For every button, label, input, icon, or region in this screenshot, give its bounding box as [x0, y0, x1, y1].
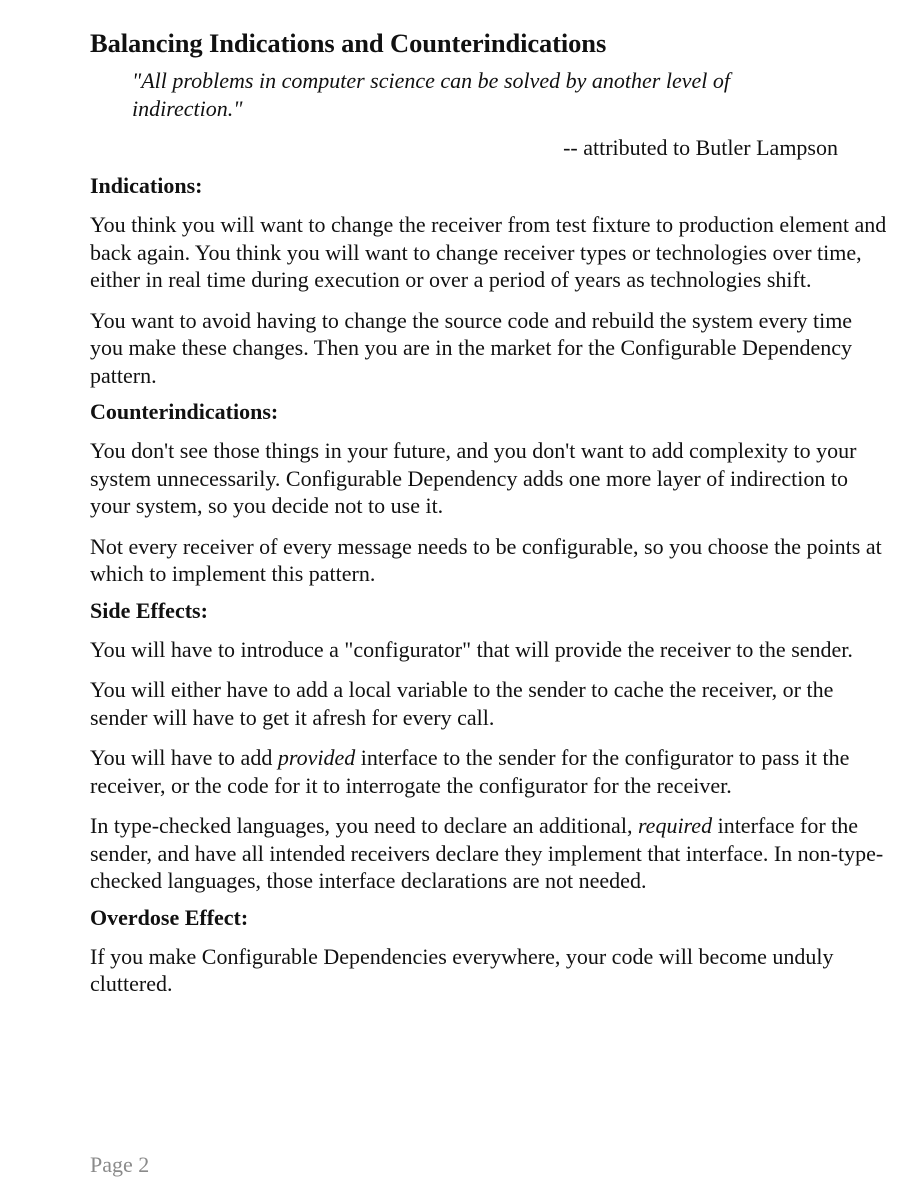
- paragraph: You think you will want to change the receiver from test fixture to production element and back again. You think you will want to change receiver types or technologies over time, either in real time during execution or over a period of years as technologies shift.: [90, 212, 887, 292]
- epigraph-quote: "All problems in computer science can be solved by another level of indirection.": [132, 68, 730, 121]
- paragraph: [90, 744, 890, 799]
- section-heading: Counterindications:: [90, 399, 279, 424]
- text-run: In type-checked languages, you need to declare an additional,: [90, 813, 638, 838]
- document-title: Balancing Indications and Counterindications: [90, 28, 607, 58]
- section-heading: Indications:: [90, 173, 203, 198]
- paragraph: If you make Configurable Dependencies everywhere, your code will become unduly cluttered.: [90, 943, 834, 996]
- text-run: interface for the sender, and have all intended receivers declare they implement that interface. In non-type-checked languages, those interface declarations are not needed.: [90, 813, 884, 893]
- emphasis-required: required: [637, 813, 713, 838]
- paragraph: You will either have to add a local variable to the sender to cache the receiver, or the sender will have to get it afresh for every call.: [90, 677, 834, 730]
- text-run: interface to the sender for the configurator to pass it the receiver, or the code for it to interrogate the configurator for the receiver.: [90, 745, 850, 798]
- document-page: [90, 24, 890, 998]
- paragraph: [90, 812, 890, 895]
- section-counterindications: [90, 398, 890, 588]
- paragraph: Not every receiver of every message needs to be configurable, so you choose the points at which to implement this pattern.: [90, 533, 882, 586]
- paragraph: You want to avoid having to change the source code and rebuild the system every time you make these changes. Then you are in the market for the Configurable Dependency pattern.: [90, 307, 853, 388]
- section-heading: Side Effects:: [90, 597, 208, 623]
- paragraph: You don't see those things in your future, and you don't want to add complexity to your system unnecessarily. Configurable Dependency adds one more layer of indirection to your system, so you decide not to use it.: [90, 438, 857, 518]
- paragraph: You will have to introduce a "configurator" that will provide the receiver to the sender.: [90, 636, 853, 662]
- page-number: Page 2: [90, 1152, 150, 1177]
- text-run: You will have to add: [90, 745, 278, 770]
- emphasis-provided: provided: [277, 745, 356, 770]
- section-indications: [90, 172, 890, 389]
- epigraph-attribution: -- attributed to Butler Lampson: [563, 135, 838, 160]
- section-side-effects: [90, 597, 890, 895]
- section-overdose-effect: [90, 904, 890, 998]
- section-heading: Overdose Effect:: [90, 904, 249, 930]
